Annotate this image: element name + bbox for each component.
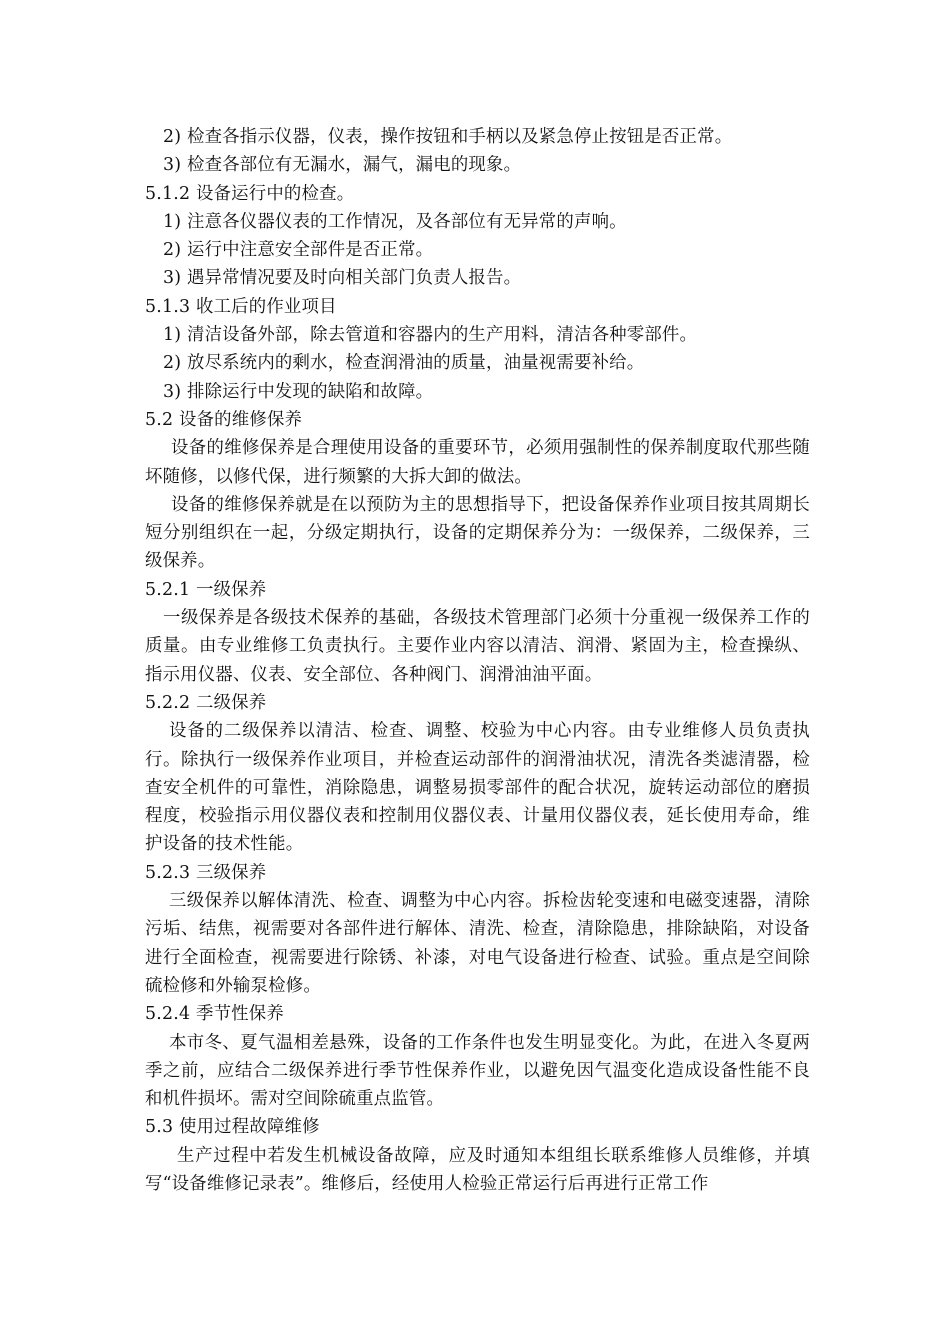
- body-paragraph: 三级保养以解体清洗、检查、调整为中心内容。拆检齿轮变速和电磁变速器，清除污垢、结焦，视需要对各部件进行解体、清洗、检查，清除隐患，排除缺陷，对设备进行全面检查，视需要进行除锈、补漆，对电气设备进行检查、试验。重点是空间除硫检修和外输泵检修。: [145, 891, 810, 996]
- section-heading-5-1-3: 5.1.3 收工后的作业项目: [145, 296, 337, 317]
- section-heading-5-2-2: 5.2.2 二级保养: [145, 692, 267, 713]
- document-body: [145, 123, 810, 1198]
- body-paragraph: 生产过程中若发生机械设备故障，应及时通知本组组长联系维修人员维修，并填写“设备维修记录表”。维修后，经使用人检验正常运行后再进行正常工作: [145, 1145, 810, 1194]
- section-heading-5-3: 5.3 使用过程故障维修: [145, 1117, 320, 1138]
- body-paragraph: 一级保养是各级技术保养的基础，各级技术管理部门必须十分重视一级保养工作的质量。由专业维修工负责执行。主要作业内容以清洁、润滑、紧固为主，检查操纵、指示用仪器、仪表、安全部位、各种阀门、润滑油油平面。: [145, 608, 810, 685]
- section-heading-5-2-3: 5.2.3 三级保养: [145, 862, 267, 883]
- body-paragraph: 设备的维修保养是合理使用设备的重要环节，必须用强制性的保养制度取代那些随坏随修，以修代保，进行频繁的大拆大卸的做法。: [145, 438, 810, 487]
- list-item: 3) 排除运行中发现的缺陷和故障。: [163, 381, 434, 402]
- list-item: 3) 检查各部位有无漏水，漏气，漏电的现象。: [163, 155, 522, 176]
- body-paragraph: 设备的维修保养就是在以预防为主的思想指导下，把设备保养作业项目按其周期长短分别组织在一起，分级定期执行，设备的定期保养分为：一级保养，二级保养，三级保养。: [145, 494, 810, 572]
- list-item: 3) 遇异常情况要及时向相关部门负责人报告。: [163, 268, 522, 289]
- body-paragraph: 设备的二级保养以清洁、检查、调整、校验为中心内容。由专业维修人员负责执行。除执行一级保养作业项目，并检查运动部件的润滑油状况，清洗各类滤清器，检查安全机件的可靠性，消除隐患，调整易损零部件的配合状况，旋转运动部位的磨损程度，校验指示用仪器仪表和控制用仪器仪表、计量用仪器仪表，延长使用寿命，维护设备的技术性能。: [145, 721, 810, 855]
- list-item: 2) 检查各指示仪器，仪表，操作按钮和手柄以及紧急停止按钮是否正常。: [163, 127, 733, 147]
- list-item: 1) 注意各仪器仪表的工作情况，及各部位有无异常的声响。: [163, 211, 627, 232]
- section-heading-5-2-4: 5.2.4 季节性保养: [145, 1004, 284, 1025]
- list-item: 2) 放尽系统内的剩水，检查润滑油的质量，油量视需要补给。: [163, 353, 645, 374]
- section-heading-5-1-2: 5.1.2 设备运行中的检查。: [145, 183, 355, 204]
- list-item: 1) 清洁设备外部，除去管道和容器内的生产用料，清洁各种零部件。: [163, 325, 698, 346]
- section-heading-5-2: 5.2 设备的维修保养: [145, 409, 303, 430]
- body-paragraph: 本市冬、夏气温相差悬殊，设备的工作条件也发生明显变化。为此，在进入冬夏两季之前，应结合二级保养进行季节性保养作业，以避免因气温变化造成设备性能不良和机件损坏。需对空间除硫重点监管。: [145, 1032, 810, 1110]
- list-item: 2) 运行中注意安全部件是否正常。: [163, 240, 434, 261]
- section-heading-5-2-1: 5.2.1 一级保养: [145, 579, 267, 600]
